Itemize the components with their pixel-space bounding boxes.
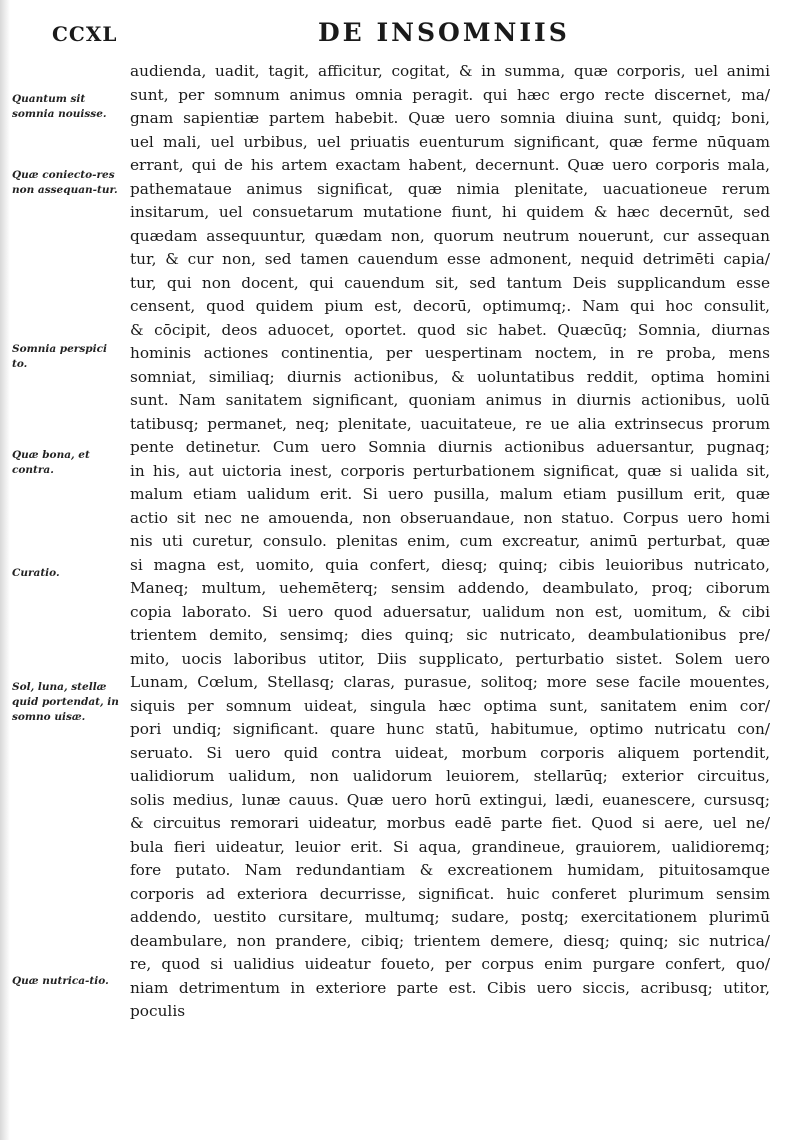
text-line: pathemataue animus significat, quæ nimia plenitate, uacuationeue rerum <box>130 179 770 198</box>
margin-note: Quæ bona, et contra. <box>12 449 90 476</box>
folio-number: CCXL <box>52 22 118 46</box>
text-line: Maneq; multum, uehemēterq; sensim addendo, deambulato, proq; ciborum <box>130 579 770 597</box>
text-line: poculis <box>130 1002 186 1020</box>
text-line: mito, uocis laboribus utitor, Diis supplicato, perturbatio sistet. Solem uero <box>130 649 770 668</box>
margin-note: Quantum sit somnia nouisse. <box>12 93 107 120</box>
text-line: insitarum, uel consuetarum mutatione fiunt, hi quidem & hæc decernūt, sed <box>130 203 770 221</box>
margin-note: Quæ coniecto-res non assequan-tur. <box>12 169 118 196</box>
text-line: corporis ad exteriora decurrisse, significat. huic conferet plurimum sensim <box>130 884 770 903</box>
text-line: seruato. Si uero quid contra uideat, morbum corporis aliquem portendit, <box>130 743 770 762</box>
text-line: copia laborato. Si uero quod aduersatur, ualidum non est, uomitum, & cibi <box>130 602 770 621</box>
text-line: sunt, per somnum animus omnia peragit. qui hæc ergo recte discernet, ma/ <box>130 85 770 104</box>
text-line: actio sit nec ne amouenda, non obseruandaue, non statuo. Corpus uero homi <box>130 508 770 527</box>
text-line: addendo, uestito cursitare, multumq; sudare, postq; exercitationem plurimū <box>130 908 770 926</box>
margin-notes <box>0 0 125 1140</box>
margin-note: Curatio. <box>12 567 60 579</box>
text-line: pori undiq; significant. quare hunc statū, habitumue, optimo nutricatu con/ <box>130 720 770 738</box>
text-line: tur, qui non docent, qui cauendum sit, sed tantum Deis supplicandum esse <box>130 273 770 292</box>
text-line: hominis actiones continentia, per uespertinam noctem, in re proba, mens <box>130 344 770 362</box>
text-line: fore putato. Nam redundantiam & excreationem humidam, pituitosamque <box>130 861 770 879</box>
text-line: & circuitus remorari uideatur, morbus eadē parte fiet. Quod si aere, uel ne/ <box>130 814 770 832</box>
margin-note: Sol, luna, stellæ quid portendat, in somno uisæ. <box>12 681 119 723</box>
text-line: audienda, uadit, tagit, afficitur, cogitat, & in summa, quæ corporis, uel animi <box>130 62 770 80</box>
text-line: sunt. Nam sanitatem significant, quoniam animus in diurnis actionibus, uolū <box>130 391 770 409</box>
body-text <box>130 60 770 1024</box>
text-line: censent, quod quidem pium est, decorū, optimumq;. Nam qui hoc consulit, <box>130 297 770 315</box>
text-line: tatibusq; permanet, neq; plenitate, uacuitateue, re ue alia extrinsecus prorum <box>130 414 770 433</box>
text-line: gnam sapientiæ partem habebit. Quæ uero somnia diuina sunt, quidq; boni, <box>130 109 770 127</box>
text-line: & cōcipit, deos aduocet, oportet. quod sic habet. Quæcūq; Somnia, diurnas <box>130 320 770 339</box>
text-line: quædam assequuntur, quædam non, quorum neutrum nouerunt, cur assequan <box>130 226 770 245</box>
text-line: solis medius, lunæ cauus. Quæ uero horū extingui, lædi, euanescere, cursusq; <box>130 790 770 809</box>
text-line: trientem demito, sensimq; dies quinq; sic nutricato, deambulationibus pre/ <box>130 626 770 644</box>
text-line: nis uti curetur, consulo. plenitas enim, cum excreatur, animū perturbat, quæ <box>130 532 770 550</box>
text-line: tur, & cur non, sed tamen cauendum esse admonent, nequid detrimēti capia/ <box>130 250 770 268</box>
text-line: malum etiam ualidum erit. Si uero pusilla, malum etiam pusillum erit, quæ <box>130 485 770 503</box>
text-line: deambulare, non prandere, cibiq; trientem demere, diesq; quinq; sic nutrica/ <box>130 931 770 950</box>
text-line: uel mali, uel urbibus, uel priuatis euenturum significant, quæ ferme nūquam <box>130 132 770 151</box>
text-line: ualidiorum ualidum, non ualidorum leuiorem, stellarūq; exterior circuitus, <box>130 767 770 785</box>
margin-note: Somnia perspici to. <box>12 343 107 370</box>
text-line: in his, aut uictoria inest, corporis perturbationem significat, quæ si ualida sit, <box>130 461 770 480</box>
text-line: Lunam, Cœlum, Stellasq; claras, purasue, solitoq; more sese facile mouentes, <box>130 673 770 691</box>
text-line: errant, qui de his artem exactam habent, decernunt. Quæ uero corporis mala, <box>130 156 770 174</box>
text-line: re, quod si ualidius uideatur foueto, per corpus enim purgare confert, quo/ <box>130 955 770 973</box>
running-title: DE INSOMNIIS <box>318 18 570 47</box>
text-line: somniat, similiaq; diurnis actionibus, & uoluntatibus reddit, optima homini <box>130 367 770 386</box>
text-line: bula fieri uideatur, leuior erit. Si aqua, grandineue, grauiorem, ualidioremq; <box>130 837 770 856</box>
text-line: niam detrimentum in exteriore parte est. Cibis uero siccis, acribusq; utitor, <box>130 978 770 997</box>
text-line: pente detinetur. Cum uero Somnia diurnis actionibus aduersantur, pugnaq; <box>130 438 770 456</box>
text-line: si magna est, uomito, quia confert, diesq; quinq; cibis leuioribus nutricato, <box>130 555 770 574</box>
margin-note: Quæ nutrica-tio. <box>12 975 109 987</box>
text-line: siquis per somnum uideat, singula hæc optima sunt, sanitatem enim cor/ <box>130 696 770 715</box>
